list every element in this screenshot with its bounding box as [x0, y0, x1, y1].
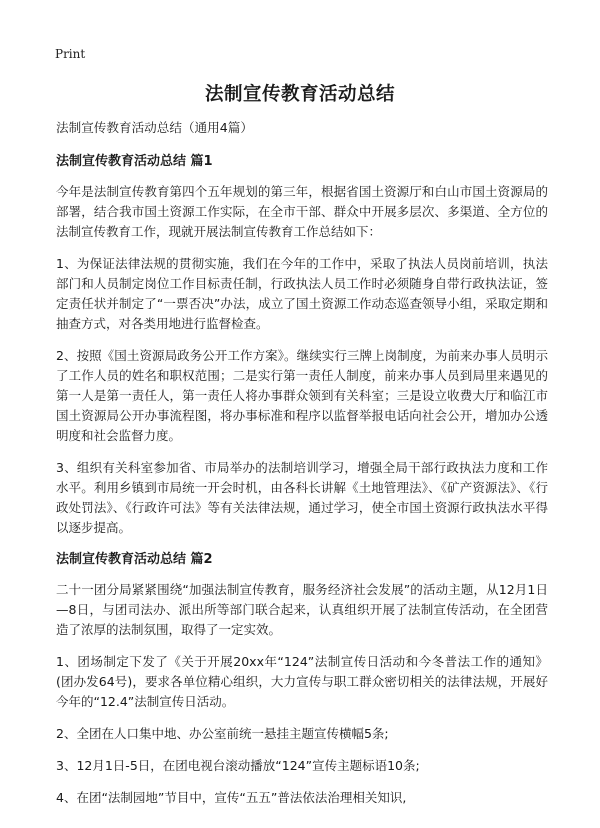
paragraph: 3、12月1日-5日，在团电视台滚动播放“124”宣传主题标语10条; — [56, 758, 420, 773]
document-subtitle: 法制宣传教育活动总结（通用4篇） — [56, 120, 253, 135]
document-body — [56, 118, 548, 820]
paragraph: 3、组织有关科室参加省、市局举办的法制培训学习，增强全局干部行政执法力度和工作水平。利用乡镇到市局统一开会时机，由各科长讲解《土地管理法》、《矿产资源法》、《行政处罚法》、《行政许可法》等有关法律法规，通过学习，使全市国土资源行政执法水平得以逐步提高。 — [56, 460, 548, 535]
paragraph: 2、按照《国土资源局政务公开工作方案》。继续实行三牌上岗制度，为前来办事人员明示了工作人员的姓名和职权范围；二是实行第一责任人制度，前来办事人员到局里来遇见的第一人是第一责任人，第一责任人将办事群众领到有关科室；三是设立收费大厅和临江市国土资源局公开办事流程图，将办事标准和程序以监督举报电话向社会公开，增加办公透明度和社会监督力度。 — [56, 348, 548, 443]
document-title: 法制宣传教育活动总结 — [204, 84, 395, 105]
paragraph: 二十一团分局紧紧围绕“加强法制宣传教育，服务经济社会发展”的活动主题，从12月1日—8日，与团司法办、派出所等部门联合起来，认真组织开展了法制宣传活动，在全团营造了浓厚的法制氛围，取得了一定实效。 — [56, 582, 548, 637]
paragraph: 2、全团在人口集中地、办公室前统一悬挂主题宣传横幅5条; — [56, 726, 389, 741]
paragraph: 1、为保证法律法规的贯彻实施，我们在今年的工作中，采取了执法人员岗前培训，执法部门和人员制定岗位工作目标责任制，行政执法人员工作时必须随身自带行政执法证，签定责任状并制定了“一票否决”办法，成立了国土资源工作动态巡查领导小组，采取定期和抽查方式，对各类用地进行监督检查。 — [56, 256, 548, 331]
paragraph: 4、在团“法制园地”节目中，宣传“五五”普法依法治理相关知识, — [56, 790, 407, 805]
paragraph: 今年是法制宣传教育第四个五年规划的第三年，根据省国土资源厅和白山市国土资源局的部署，结合我市国土资源工作实际，在全市干部、群众中开展多层次、多渠道、全方位的法制宣传教育工作，现就开展法制宣传教育工作总结如下： — [56, 184, 548, 239]
paragraph: 1、团场制定下发了《关于开展20xx年“124”法制宣传日活动和今冬普法工作的通知》(团办发64号)，要求各单位精心组织，大力宣传与职工群众密切相关的法律法规，开展好今年的“12.4”法制宣传日活动。 — [56, 654, 548, 709]
section-heading-1: 法制宣传教育活动总结 篇1 — [56, 154, 213, 169]
print-link[interactable]: Print — [55, 47, 86, 61]
section-heading-2: 法制宣传教育活动总结 篇2 — [56, 552, 213, 567]
